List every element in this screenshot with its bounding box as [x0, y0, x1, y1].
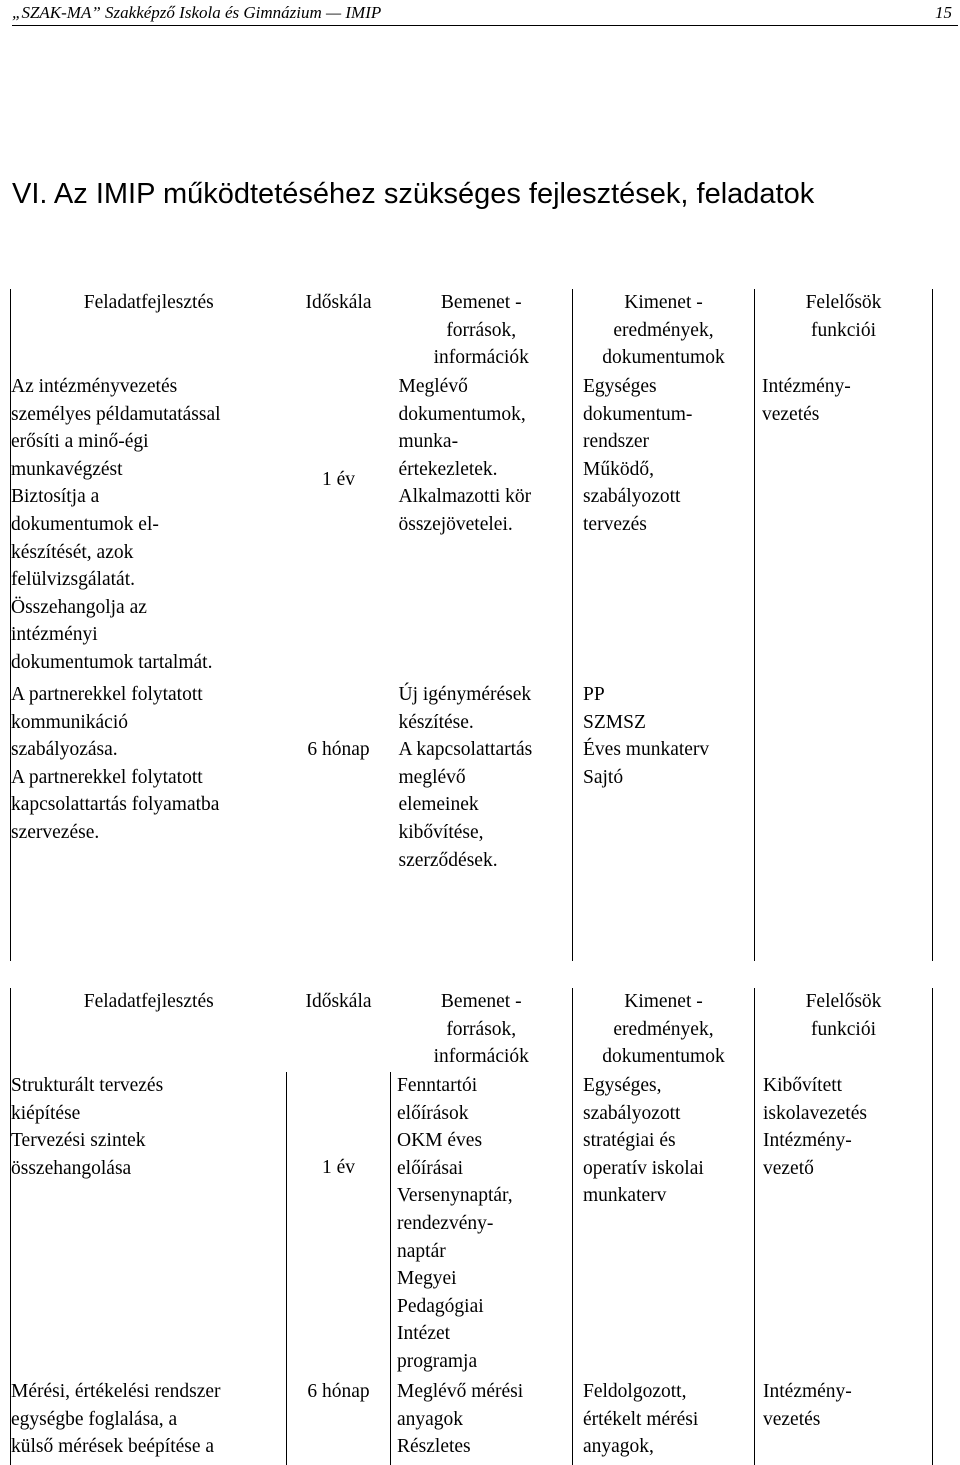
timescale-text: 6 hónap: [307, 739, 370, 760]
header-page-number: 15: [935, 3, 952, 22]
output-cell: Feldolgozott, értékelt mérési anyagok,: [573, 1378, 755, 1465]
header-input: Bemenet - források, információk: [433, 292, 529, 369]
timescale-text: 6 hónap: [307, 1381, 370, 1402]
table-row: [11, 1072, 933, 1378]
output-cell: Egységes dokumentum- rendszer Működő, szabályozott tervezés: [573, 373, 755, 681]
header-responsible: Felelősök funkciói: [755, 289, 933, 373]
header-output: Kimenet - eredmények, dokumentumok: [573, 289, 755, 373]
output-cell: PP SZMSZ Éves munkaterv Sajtó: [573, 681, 755, 961]
timescale-text: 1 év: [321, 1157, 356, 1178]
responsible-cell: Intézmény- vezetés: [755, 1378, 933, 1465]
table-row: [11, 681, 933, 961]
header-school-name: „SZAK-MA” Szakképző Iskola és Gimnázium — IMIP: [12, 3, 382, 22]
header-timescale: Időskála: [305, 991, 372, 1012]
table-row: [11, 1378, 933, 1465]
responsible-cell: Kibővített iskolavezetés Intézmény- vezető: [755, 1072, 933, 1378]
task-cell: Mérési, értékelési rendszer egységbe foglalása, a külső mérések beépítése a: [11, 1378, 287, 1465]
timescale-cell: [287, 373, 391, 681]
development-table-2: [10, 988, 933, 1465]
page-header: [12, 3, 958, 26]
header-input: Bemenet - források, információk: [433, 991, 529, 1068]
input-cell: Fenntartói előírások OKM éves előírásai Versenynaptár, rendezvény- naptár Megyei Pedagógiai Intézet programja: [391, 1072, 573, 1378]
header-task: Feladatfejlesztés: [11, 289, 287, 373]
development-table-1: [10, 289, 933, 961]
responsible-cell: Intézmény- vezetés: [755, 373, 933, 681]
header-responsible: Felelősök funkciói: [755, 988, 933, 1072]
input-cell: Meglévő dokumentumok, munka- értekezletek. Alkalmazotti kör összejövetelei.: [398, 376, 532, 535]
output-cell: Egységes, szabályozott stratégiai és operatív iskolai munkaterv: [573, 1072, 755, 1378]
table-row: [11, 373, 933, 681]
header-task: Feladatfejlesztés: [11, 988, 287, 1072]
task-cell: Az intézményvezetés személyes példamutatással erősíti a minő-égi munkavégzést Biztosítja a dokumentumok el- készítését, azok felülvizsgálatát. Összehangolja az intézményi dokumentumok tartalmát.: [11, 373, 287, 681]
input-cell: Meglévő mérési anyagok Részletes: [391, 1378, 573, 1465]
header-timescale: Időskála: [305, 292, 372, 313]
timescale-cell: [287, 681, 391, 961]
input-cell: Új igénymérések készítése. A kapcsolattartás meglévő elemeinek kibővítése, szerződések.: [398, 684, 533, 871]
timescale-text: 1 év: [321, 468, 356, 490]
task-cell: Strukturált tervezés kiépítése Tervezési szintek összehangolása: [11, 1072, 287, 1378]
timescale-cell: [287, 1072, 391, 1378]
task-cell: A partnerekkel folytatott kommunikáció szabályozása. A partnerekkel folytatott kapcsolattartás folyamatba szervezése.: [11, 681, 287, 961]
responsible-cell: [755, 681, 933, 961]
section-title: VI. Az IMIP működtetéséhez szükséges fejlesztések, feladatok: [12, 178, 815, 210]
header-output: Kimenet - eredmények, dokumentumok: [573, 988, 755, 1072]
timescale-cell: [287, 1378, 391, 1465]
